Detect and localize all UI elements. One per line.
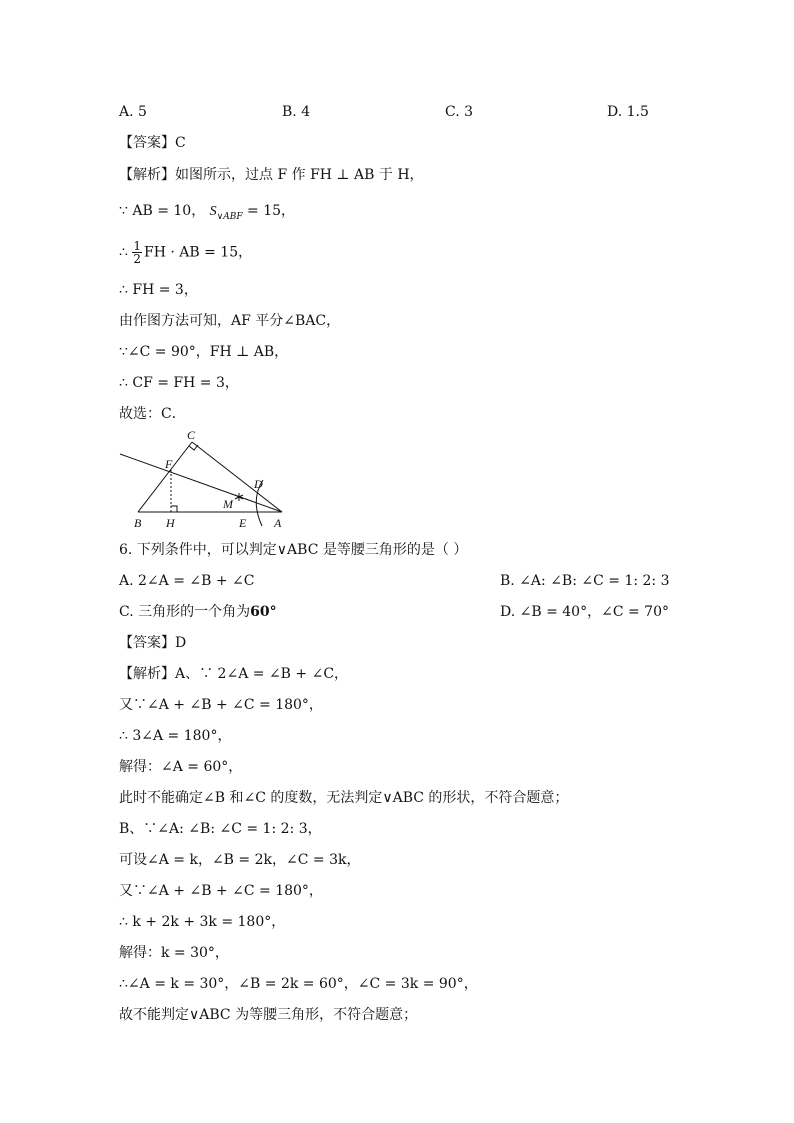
label-d: D (254, 477, 263, 491)
q5-analysis-line-3: ∴ FH = 3， (119, 282, 198, 298)
q6-analysis-line: B、∵∠A: ∠B: ∠C = 1: 2: 3， (119, 821, 322, 837)
q6-option-d: D. ∠B = 40°，∠C = 70° (500, 604, 669, 620)
q5-option-a: A. 5 (119, 104, 147, 120)
right-angle-mark-h (171, 506, 177, 512)
q5-option-b: B. 4 (282, 104, 311, 120)
q5-option-d: D. 1.5 (607, 104, 649, 120)
fraction-denominator: 2 (133, 252, 141, 266)
q5-l1-area-symbol: S (209, 204, 217, 219)
q5-analysis-line-6: ∴ CF = FH = 3， (119, 375, 239, 391)
label-a: A (274, 516, 282, 530)
q6-answer: 【答案】D (119, 635, 187, 651)
label-m: M (223, 497, 233, 511)
q6-analysis-line: 此时不能确定∠B 和∠C 的度数，无法判定∨ABC 的形状，不符合题意； (119, 790, 569, 806)
q6-option-a: A. 2∠A = ∠B + ∠C (119, 573, 255, 589)
label-h: H (166, 516, 175, 530)
q5-analysis-line-2 (119, 240, 252, 265)
q6-analysis-line: 又∵∠A + ∠B + ∠C = 180°， (119, 697, 323, 713)
q5-l1-part-b: = 15， (242, 203, 296, 219)
q5-option-c: C. 3 (445, 104, 474, 120)
q5-answer: 【答案】C (119, 135, 186, 151)
q5-l1-area-subscript: ∨ABF (216, 212, 243, 222)
q6-analysis-line: 可设∠A = k，∠B = 2k，∠C = 3k， (119, 852, 361, 868)
q6-analysis-line: ∴ k + 2k + 3k = 180°， (119, 914, 286, 930)
geometry-figure (110, 428, 300, 530)
q5-analysis-intro: 【解析】如图所示，过点 F 作 FH ⊥ AB 于 H， (119, 167, 424, 183)
q5-analysis-line-7: 故选：C． (119, 406, 186, 422)
q6-option-c-text: C. 三角形的一个角为 (119, 604, 251, 620)
q6-option-c (119, 603, 277, 621)
label-f: F (165, 457, 173, 471)
segment-ca (192, 442, 282, 512)
q6-analysis-line: ∴ 3∠A = 180°， (119, 728, 232, 744)
q6-analysis-line: 故不能判定∨ABC 为等腰三角形，不符合题意； (119, 1007, 418, 1023)
q6-analysis-line: 【解析】A、∵ 2∠A = ∠B + ∠C， (119, 666, 349, 682)
q6-analysis-line: 解得：k = 30°， (119, 945, 229, 961)
q5-l2-therefore: ∴ (119, 244, 133, 261)
q6-option-c-value: 60° (250, 604, 277, 620)
q5-l2-rest: FH · AB = 15， (144, 244, 253, 261)
q6-analysis-line: 又∵∠A + ∠B + ∠C = 180°， (119, 883, 323, 899)
intersection-mark (235, 493, 243, 501)
label-e: E (239, 516, 247, 530)
q6-stem: 6. 下列条件中，可以判定∨ABC 是等腰三角形的是（ ） (119, 542, 468, 558)
q5-analysis-line-5: ∵∠C = 90°，FH ⊥ AB， (119, 344, 289, 360)
q5-analysis-line-1 (119, 202, 295, 226)
q6-option-b: B. ∠A: ∠B: ∠C = 1: 2: 3 (500, 573, 670, 589)
q5-l1-part-a: ∵ AB = 10， (119, 203, 206, 219)
q5-analysis-line-4: 由作图方法可知，AF 平分∠BAC， (119, 313, 341, 329)
q6-analysis-line: 解得：∠A = 60°， (119, 759, 243, 775)
q6-analysis-line: ∴∠A = k = 30°，∠B = 2k = 60°，∠C = 3k = 90°， (119, 976, 478, 992)
label-c: C (187, 428, 196, 442)
fraction-numerator: 1 (133, 239, 141, 253)
q5-l2-fraction (132, 240, 142, 265)
label-b: B (134, 516, 142, 530)
